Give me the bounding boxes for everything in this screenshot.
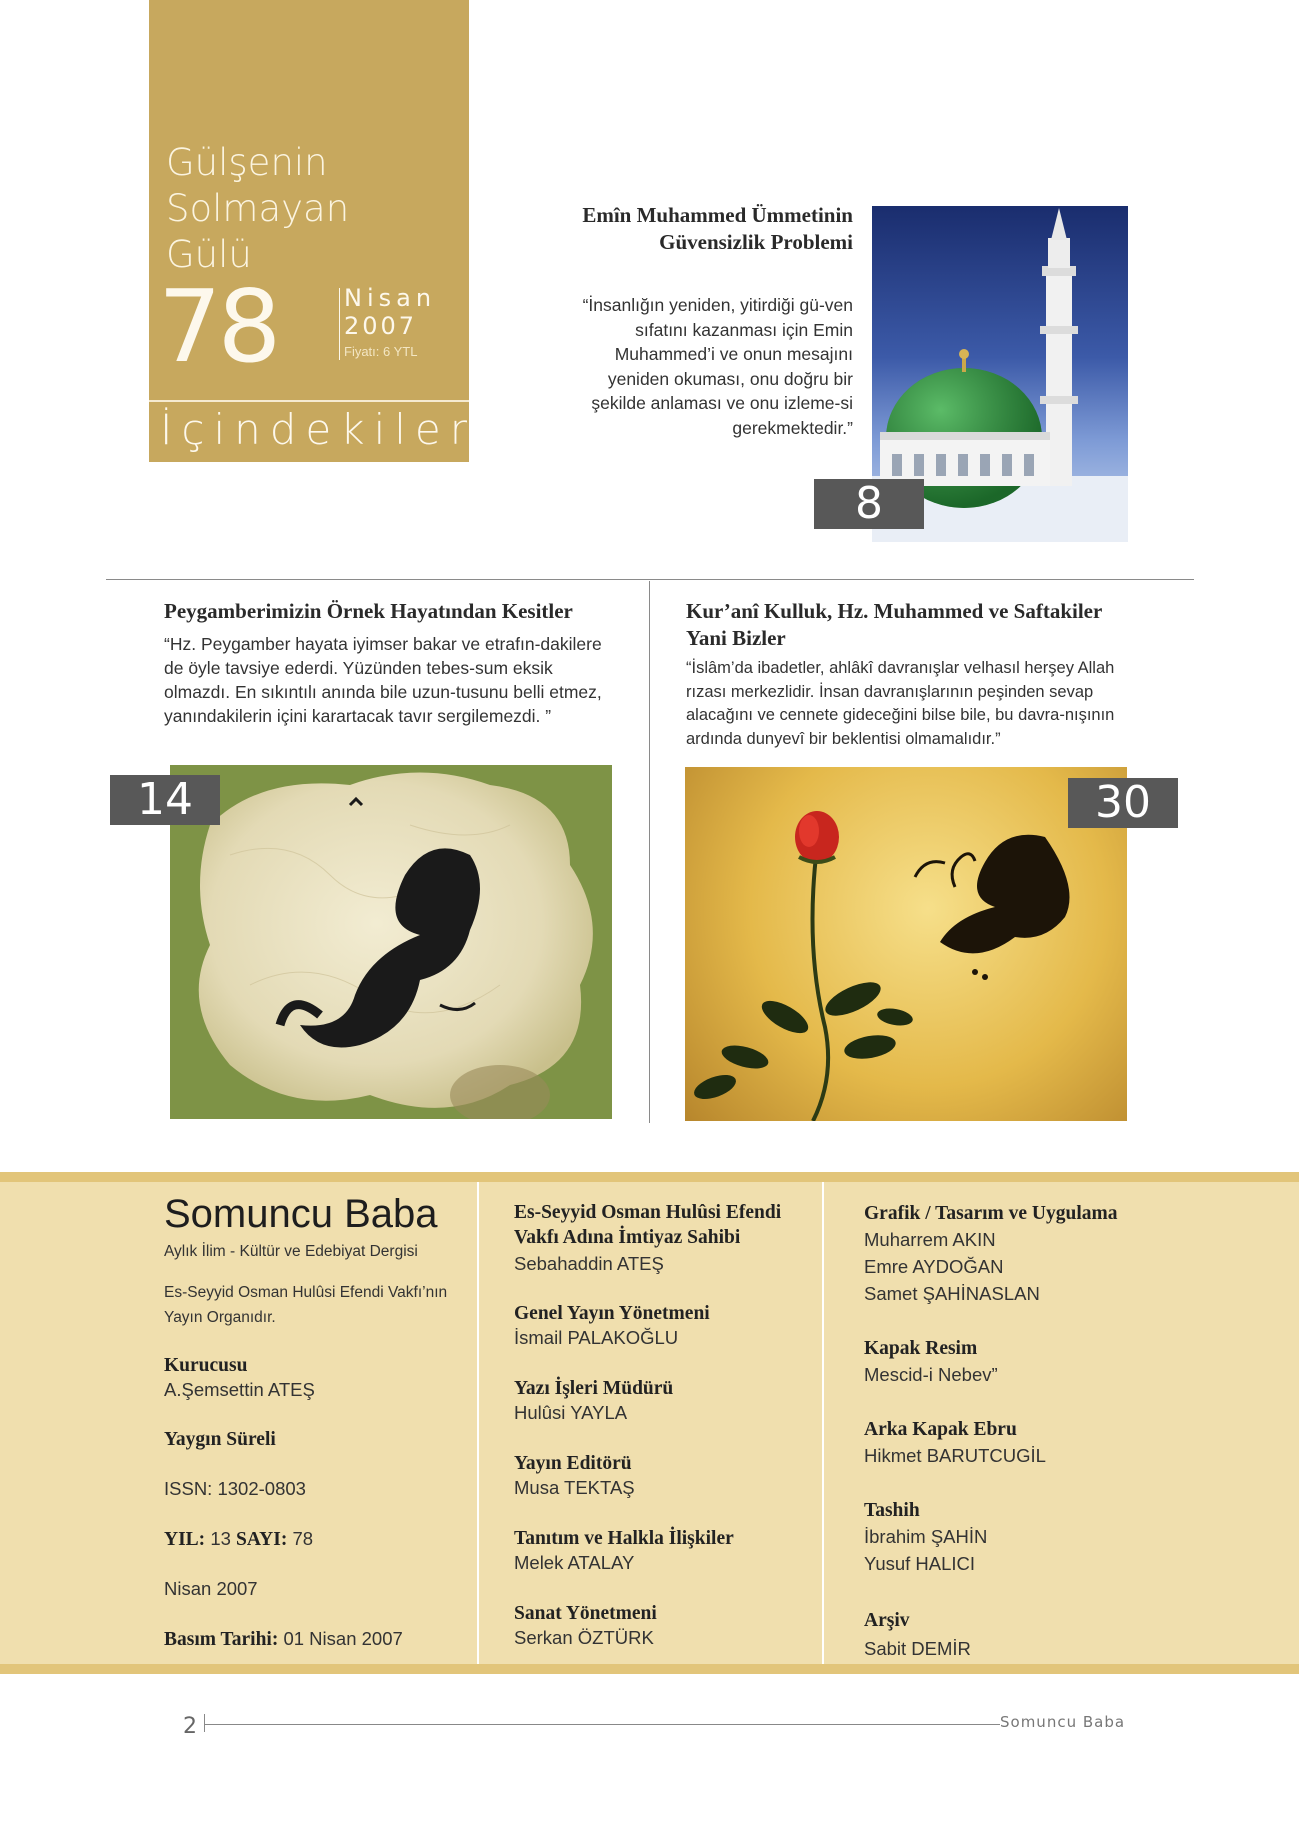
credit-name: Hikmet BARUTCUGİL bbox=[864, 1445, 1046, 1466]
page-number-badge[interactable]: 8 bbox=[814, 479, 924, 529]
masthead-top-band bbox=[0, 1172, 1299, 1182]
issue-date: Nisan 2007 bbox=[164, 1578, 258, 1599]
article-title[interactable]: Kur’anî Kulluk, Hz. Muhammed ve Saftakiler Yani Bizler bbox=[686, 599, 1102, 650]
credit-label: Arka Kapak Ebru bbox=[864, 1419, 1017, 1440]
issue-month: Nisan bbox=[344, 284, 437, 312]
issue-label: SAYI: bbox=[236, 1529, 288, 1550]
print-date-label: Basım Tarihi: bbox=[164, 1629, 279, 1650]
masthead-bottom-band bbox=[0, 1664, 1299, 1674]
credit-name: Sebahaddin ATEŞ bbox=[514, 1253, 664, 1274]
article-excerpt: “Hz. Peygamber hayata iyimser bakar ve etrafın-dakilere de öyle tavsiye ederdi. Yüzünden tebes-sum eksik olmazdı. En sıkıntılı anında bile uzun-tusunu belli etmez, yanındakilerin içini karartacak tavır sergilemezdi. ” bbox=[164, 634, 602, 726]
print-date-line bbox=[164, 1626, 403, 1652]
credit-name: Mescid-i Nebev” bbox=[864, 1364, 998, 1385]
credit-name: İsmail PALAKOĞLU bbox=[514, 1327, 679, 1348]
credit-label: Es-Seyyid Osman Hulûsi Efendi Vakfı Adına İmtiyaz Sahibi bbox=[514, 1202, 782, 1248]
year-label: YIL: bbox=[164, 1529, 206, 1550]
brand-tagline: Aylık İlim - Kültür ve Edebiyat Dergisi bbox=[164, 1243, 418, 1260]
credit-name: Hulûsi YAYLA bbox=[514, 1402, 628, 1423]
rose-calligraphy-image bbox=[685, 767, 1127, 1121]
credit-name: Samet ŞAHİNASLAN bbox=[864, 1283, 1040, 1304]
issue-value: 78 bbox=[292, 1528, 314, 1549]
article-title[interactable]: Emîn Muhammed Ümmetinin Güvensizlik Problemi bbox=[582, 203, 853, 254]
page-number-badge[interactable]: 14 bbox=[110, 775, 220, 825]
credit-name: Muharrem AKIN bbox=[864, 1229, 996, 1250]
credit-name: İbrahim ŞAHİN bbox=[864, 1526, 988, 1547]
masthead-column-divider bbox=[822, 1182, 824, 1664]
frequency-label: Yaygın Süreli bbox=[164, 1429, 276, 1450]
column-divider bbox=[649, 581, 650, 1123]
footer-tick bbox=[204, 1714, 205, 1732]
contents-heading: İçindekiler bbox=[160, 405, 477, 454]
issue-number: 78 bbox=[158, 268, 278, 385]
brand-name: Somuncu Baba bbox=[164, 1192, 438, 1236]
credit-label: Yayın Editörü bbox=[514, 1453, 632, 1474]
credit-label: Kapak Resim bbox=[864, 1338, 978, 1359]
header-rule bbox=[149, 400, 469, 402]
masthead-column-divider bbox=[477, 1182, 479, 1664]
credit-name: Musa TEKTAŞ bbox=[514, 1477, 635, 1498]
founder-label: Kurucusu bbox=[164, 1355, 248, 1376]
issue-price: Fiyatı: 6 YTL bbox=[344, 344, 418, 359]
year-issue-line bbox=[164, 1526, 313, 1552]
credit-label: Arşiv bbox=[864, 1610, 910, 1631]
rose-calligraphy-illustration bbox=[685, 767, 1127, 1121]
article-excerpt: “İnsanlığın yeniden, yitirdiği gü-ven sıfatını kazanması için Emin Muhammed’i ve onun mesajını yeniden okuması, onu doğru bir şekilde anlaması ve onu izleme-si gerekmektedir.” bbox=[582, 295, 853, 438]
credit-label: Tashih bbox=[864, 1500, 920, 1521]
credit-name: Serkan ÖZTÜRK bbox=[514, 1627, 654, 1648]
brand-organization: Es-Seyyid Osman Hulûsi Efendi Vakfı’nın Yayın Organıdır. bbox=[164, 1284, 448, 1326]
footer-brand: Somuncu Baba bbox=[1000, 1713, 1126, 1731]
credit-label: Genel Yayın Yönetmeni bbox=[514, 1303, 710, 1324]
print-date-value: 01 Nisan 2007 bbox=[283, 1628, 403, 1649]
article-excerpt: “İslâm’da ibadetler, ahlâkî davranışlar velhasıl herşey Allah rızası merkezlidir. İnsan davranışlarının peşinden sevap alacağını ve cennete gideceğini bilse bile, bu davra-nışının ardında dunyevî bir beklentisi olmamalıdır.” bbox=[686, 659, 1115, 748]
issue-divider bbox=[339, 288, 340, 360]
issue-year: 2007 bbox=[344, 312, 418, 340]
magazine-title: Gülşenin Solmayan Gülü bbox=[166, 141, 350, 276]
issn: ISSN: 1302-0803 bbox=[164, 1478, 306, 1499]
credit-name: Melek ATALAY bbox=[514, 1552, 635, 1573]
calligraphy-image bbox=[170, 765, 612, 1119]
calligraphy-illustration bbox=[170, 765, 612, 1119]
section-divider bbox=[106, 579, 1194, 580]
credit-label: Grafik / Tasarım ve Uygulama bbox=[864, 1203, 1118, 1224]
credit-name: Sabit DEMİR bbox=[864, 1638, 971, 1659]
footer-rule bbox=[205, 1724, 1000, 1725]
credit-label: Tanıtım ve Halkla İlişkiler bbox=[514, 1528, 734, 1549]
credit-label: Yazı İşleri Müdürü bbox=[514, 1378, 674, 1399]
credit-label: Sanat Yönetmeni bbox=[514, 1603, 657, 1624]
article-title[interactable]: Peygamberimizin Örnek Hayatından Kesitler bbox=[164, 599, 573, 623]
page-folio: 2 bbox=[183, 1714, 197, 1739]
year-value: 13 bbox=[210, 1528, 231, 1549]
founder-name: A.Şemsettin ATEŞ bbox=[164, 1379, 315, 1400]
credit-name: Emre AYDOĞAN bbox=[864, 1256, 1004, 1277]
credit-name: Yusuf HALICI bbox=[864, 1553, 976, 1574]
page-number-badge[interactable]: 30 bbox=[1068, 778, 1178, 828]
